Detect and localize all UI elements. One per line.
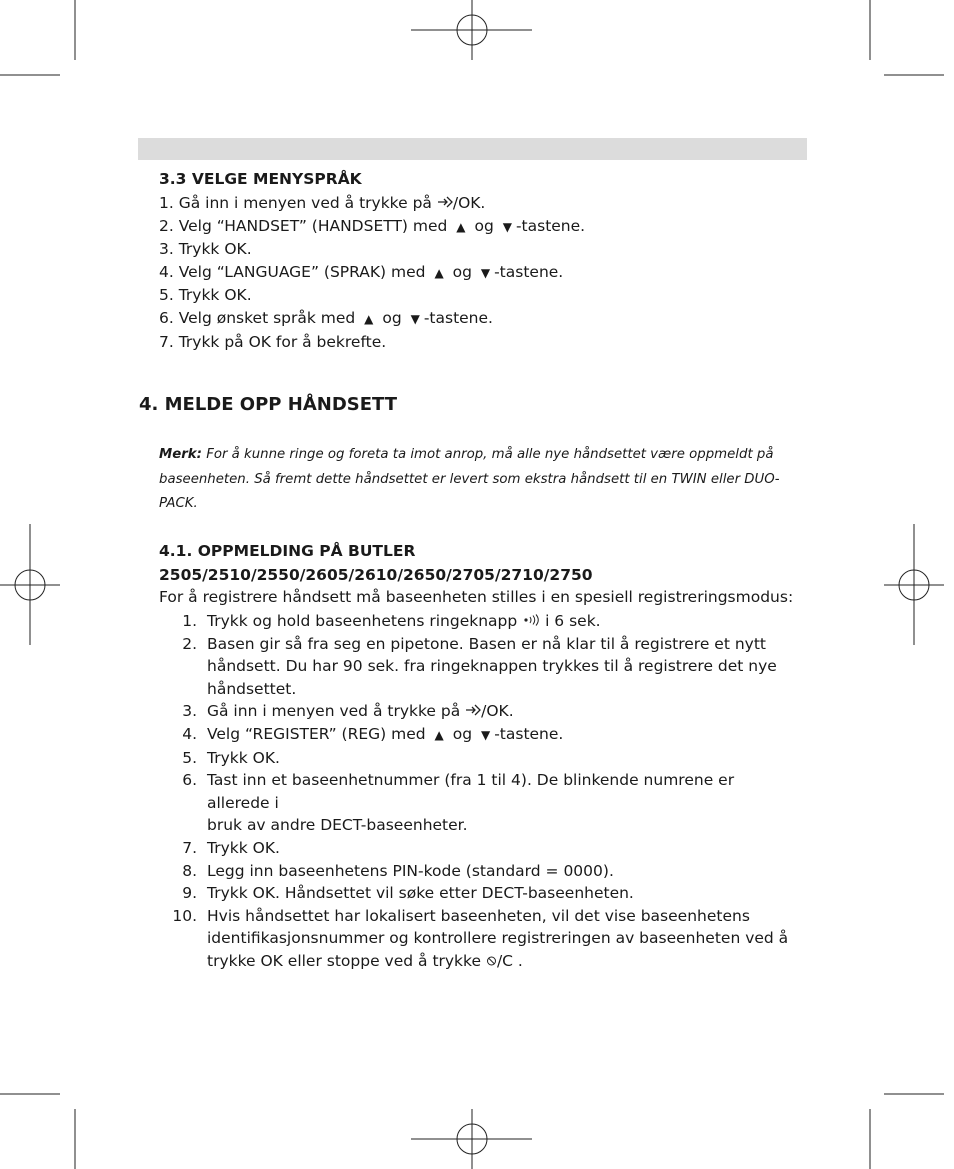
section-4-1-steps: [159, 610, 799, 973]
list-item: 2. Basen gir så fra seg en pipetone. Basen er nå klar til å registrere et nytt håndsett. Du har 90 sek. fra ringeknappen trykkes til å registrere det nye håndsettet.: [182, 634, 777, 698]
down-arrow-icon: ▼: [502, 219, 512, 234]
list-item: 9. Trykk OK. Håndsettet vil søke etter DECT-baseenheten.: [182, 884, 634, 903]
list-item: 5. Trykk OK.: [159, 286, 252, 305]
list-item: 6. Velg ønsket språk med ▲ og ▼ -tastene.: [159, 308, 493, 327]
list-item: 3. Trykk OK.: [159, 240, 252, 259]
up-arrow-icon: ▲: [456, 219, 466, 234]
note: [159, 443, 799, 517]
note-label: Merk:: [159, 447, 202, 462]
section-3-3-steps: [159, 192, 585, 353]
header-bar: [138, 138, 807, 160]
list-item: 6. Tast inn et baseenhetnummer (fra 1 til 4). De blinkende numrene er allerede i bruk av andre DECT-baseenheter.: [182, 771, 735, 835]
ringer-icon: [522, 614, 540, 626]
list-item: 1. Gå inn i menyen ved å trykke på /OK.: [159, 194, 486, 212]
list-item: 1. Trykk og hold baseenhetens ringeknapp i 6 sek.: [182, 612, 601, 630]
list-item: 3. Gå inn i menyen ved å trykke på /OK.: [182, 702, 514, 721]
list-item: 8. Legg inn baseenhetens PIN-kode (standard = 0000).: [182, 861, 614, 880]
up-arrow-icon: ▲: [364, 311, 374, 326]
down-arrow-icon: ▼: [480, 727, 491, 742]
section-4-title: 4. MELDE OPP HÅNDSETT: [139, 394, 397, 415]
title-line-2: 2505/2510/2550/2605/2610/2650/2705/2710/2750: [159, 565, 593, 584]
up-arrow-icon: ▲: [434, 265, 444, 280]
down-arrow-icon: ▼: [410, 311, 420, 326]
list-item: 4. Velg “LANGUAGE” (SPRAK) med ▲ og ▼ -tastene.: [159, 262, 564, 281]
down-arrow-icon: ▼: [480, 265, 491, 280]
list-item: 4. Velg “REGISTER” (REG) med ▲ og ▼ -tastene.: [182, 724, 564, 743]
list-item: 10. Hvis håndsettet har lokalisert baseenheten, vil det vise baseenhetens identifikasjonsnummer og kontrollere registreringen av baseenheten ved å trykke OK eller stoppe ved å trykke /C .: [172, 906, 789, 970]
menu-enter-icon: [465, 704, 481, 716]
section-4-1-title: [159, 540, 593, 587]
note-text: For å kunne ringe og foreta ta imot anrop, må alle nye håndsettet være oppmeldt på baseenheten. Så fremt dette håndsettet er levert som ekstra håndsett til en TWIN eller DUO-PACK.: [159, 447, 780, 511]
list-item: 7. Trykk OK.: [182, 838, 280, 857]
list-item: 7. Trykk på OK for å bekrefte.: [159, 332, 387, 351]
list-item: 2. Velg “HANDSET” (HANDSETT) med ▲ og ▼ -tastene.: [159, 216, 586, 235]
clear-key-label: /C: [496, 951, 513, 970]
up-arrow-icon: ▲: [434, 727, 444, 742]
section-3-3-title: 3.3 VELGE MENYSPRÅK: [159, 170, 362, 188]
title-line-1: 4.1. OPPMELDING PÅ BUTLER: [159, 542, 416, 560]
section-4-1-intro: For å registrere håndsett må baseenheten stilles i en spesiell registreringsmodus:: [159, 588, 794, 606]
mute-icon: [486, 956, 497, 966]
list-item: 5. Trykk OK.: [182, 748, 280, 767]
menu-enter-icon: [437, 196, 453, 208]
